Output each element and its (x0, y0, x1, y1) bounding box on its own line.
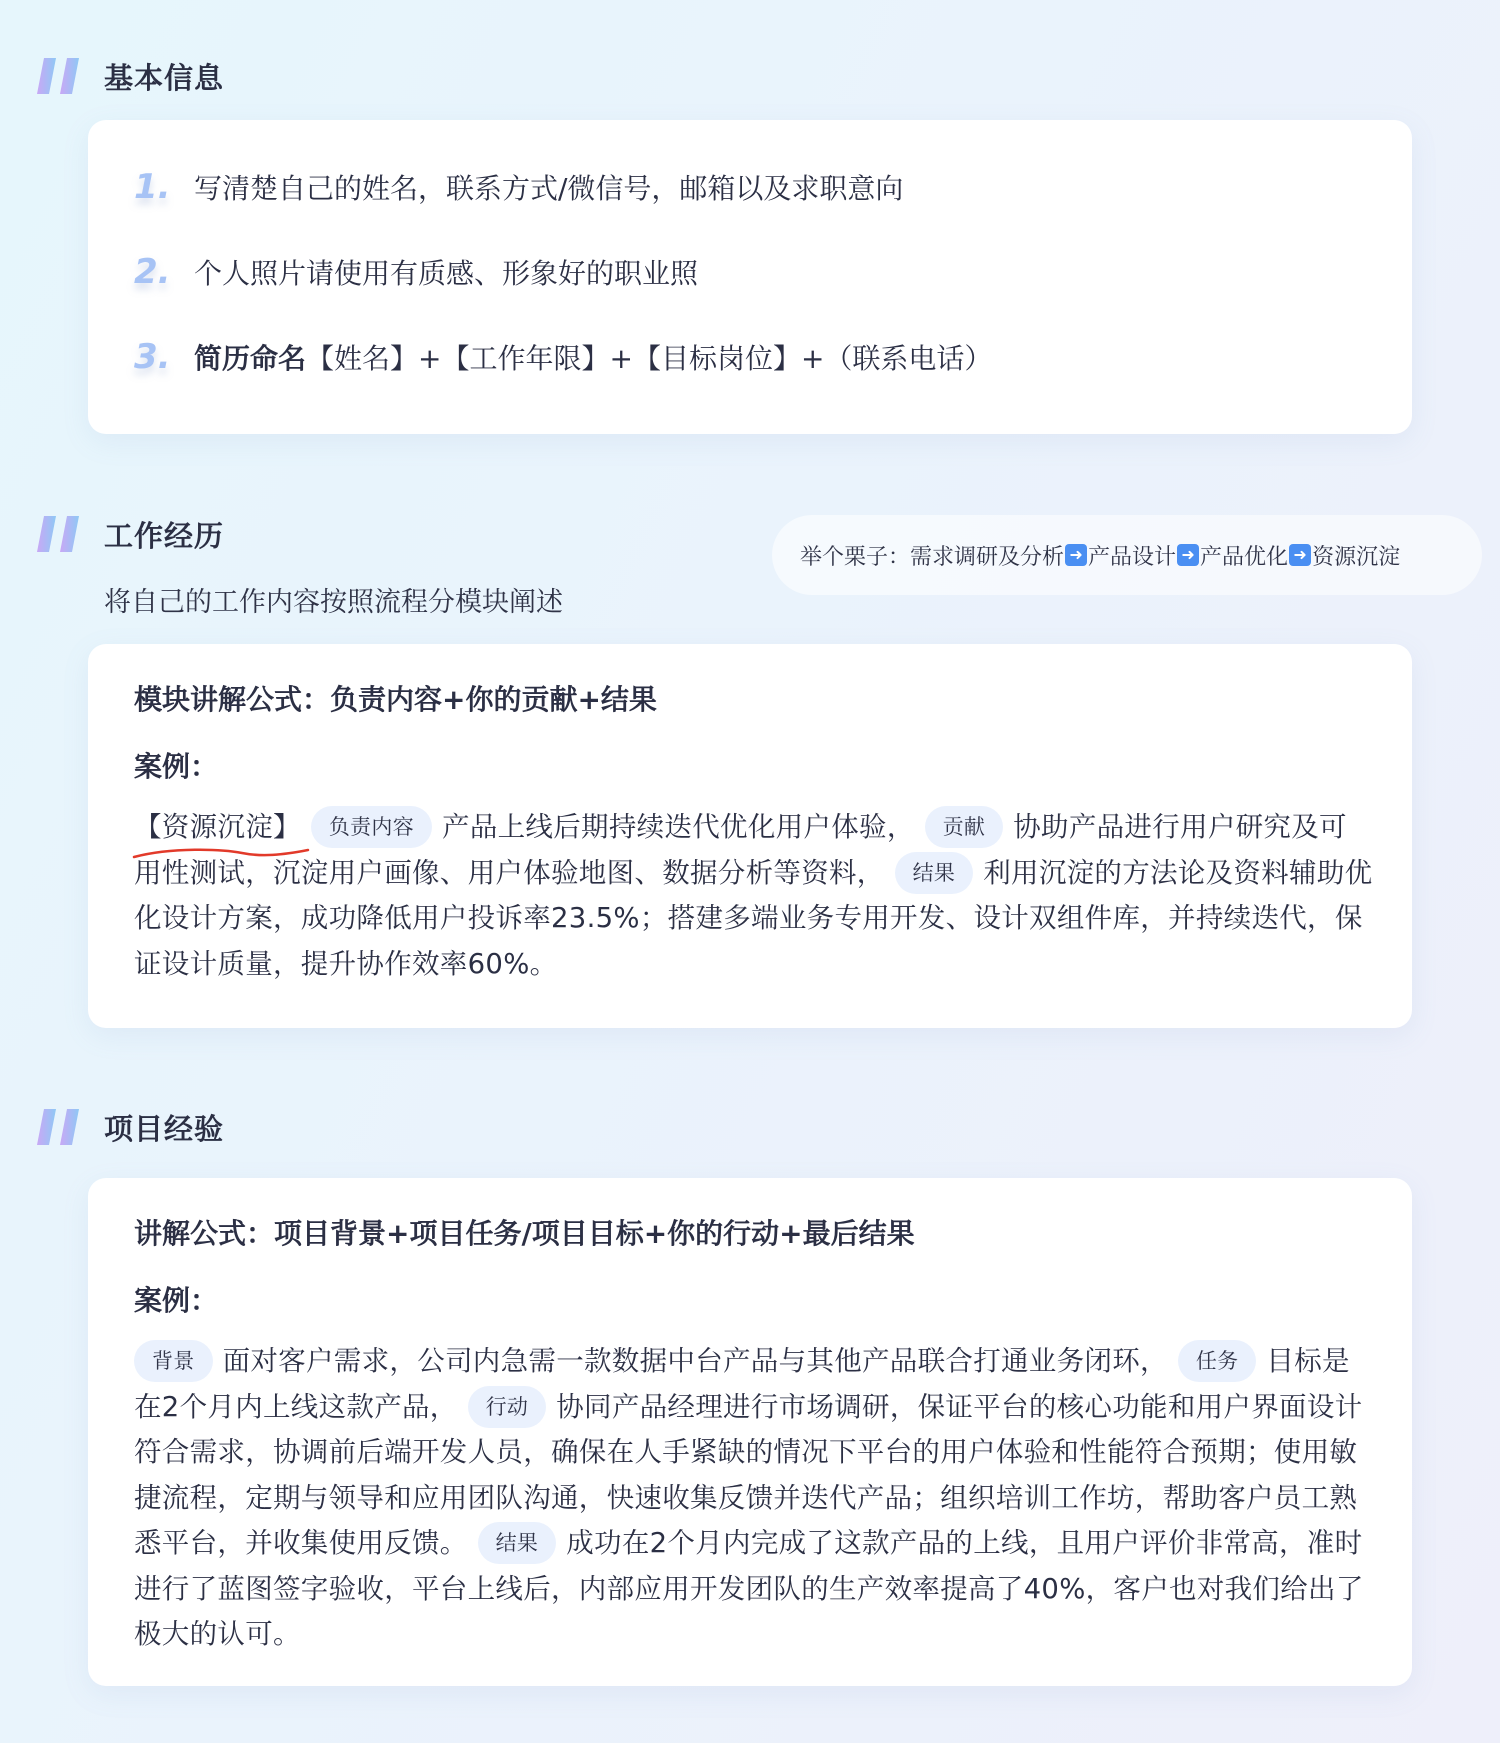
project-formula: 讲解公式：项目背景+项目任务/项目目标+你的行动+最后结果 (134, 1217, 915, 1250)
case-text: 产品上线后期持续迭代优化用户体验， (442, 811, 915, 843)
case-text: 协助产品进行用户研究及可用性测试，沉淀用户画像、用户体验地图、数据分析等资料， (134, 811, 1347, 889)
list-item (134, 332, 992, 382)
case-text: 目标是在2个月内上线这款产品， (134, 1345, 1350, 1423)
tag-responsibility: 负责内容 (311, 806, 432, 848)
right-arrow-icon: ➜ (1065, 544, 1087, 566)
red-underline-mark (132, 845, 312, 861)
example-hint (772, 515, 1482, 595)
case-text: 利用沉淀的方法论及资料辅助优化设计方案，成功降低用户投诉率23.5%；搭建多端业务专用开发、设计双组件库，并持续迭代，保证设计质量，提升协作效率60%。 (134, 856, 1373, 980)
project-experience-card (88, 1178, 1412, 1686)
module-name (134, 805, 301, 851)
list-item-bold-text: 简历命名 (194, 342, 307, 375)
case-text: 面对客户需求，公司内急需一款数据中台产品与其他产品联合打通业务闭环， (222, 1345, 1168, 1377)
list-item-text: 写清楚自己的姓名，联系方式/微信号，邮箱以及求职意向 (194, 172, 904, 205)
tag-background: 背景 (134, 1340, 213, 1382)
hint-step: 产品优化 (1200, 544, 1289, 570)
module-name-text: 【资源沉淀】 (134, 811, 301, 843)
work-case-paragraph (134, 805, 1374, 987)
work-case-label: 案例： (134, 750, 219, 783)
quote-icon (36, 514, 84, 554)
list-item-text: 【姓名】+【工作年限】+【目标岗位】+（联系电话） (306, 342, 993, 375)
case-text: 成功在2个月内完成了这款产品的上线，且用户评价非常高，准时进行了蓝图签字验收，平台上线后，内部应用开发团队的生产效率提高了40%，客户也对我们给出了极大的认可。 (134, 1527, 1364, 1650)
work-experience-card (88, 644, 1412, 1028)
project-case-label: 案例： (134, 1284, 219, 1317)
section-title-project: 项目经验 (104, 1112, 225, 1146)
hint-step: 需求调研及分析 (910, 544, 1065, 570)
quote-icon (36, 1107, 84, 1147)
list-number: 1. (134, 167, 171, 207)
tag-action: 行动 (468, 1386, 547, 1428)
tag-result: 结果 (478, 1522, 557, 1564)
right-arrow-icon: ➜ (1289, 544, 1311, 566)
tag-task: 任务 (1178, 1340, 1257, 1382)
project-case-paragraph (134, 1339, 1374, 1658)
right-arrow-icon: ➜ (1177, 544, 1199, 566)
list-number: 3. (134, 337, 171, 377)
section-title-work: 工作经历 (104, 519, 225, 553)
work-subtitle: 将自己的工作内容按照流程分模块阐述 (104, 587, 563, 618)
list-item (134, 247, 698, 297)
basic-info-card (88, 120, 1412, 434)
section-title-basic: 基本信息 (104, 61, 225, 95)
list-item (134, 162, 903, 212)
list-item-text: 个人照片请使用有质感、形象好的职业照 (194, 257, 699, 290)
quote-icon (36, 56, 84, 96)
tag-contribution: 贡献 (925, 806, 1004, 848)
list-number: 2. (134, 252, 171, 292)
work-formula: 模块讲解公式：负责内容+你的贡献+结果 (134, 683, 657, 716)
case-text: 协同产品经理进行市场调研，保证平台的核心功能和用户界面设计符合需求，协调前后端开发人员，确保在人手紧缺的情况下平台的用户体验和性能符合预期；使用敏捷流程，定期与领导和应用团队沟通，快速收集反馈并迭代产品；组织培训工作坊，帮助客户员工熟悉平台，并收集使用反馈。 (134, 1390, 1363, 1559)
hint-step: 资源沉淀 (1312, 544, 1401, 570)
hint-prefix: 举个栗子： (800, 544, 911, 570)
tag-result: 结果 (895, 852, 974, 894)
hint-step: 产品设计 (1088, 544, 1177, 570)
